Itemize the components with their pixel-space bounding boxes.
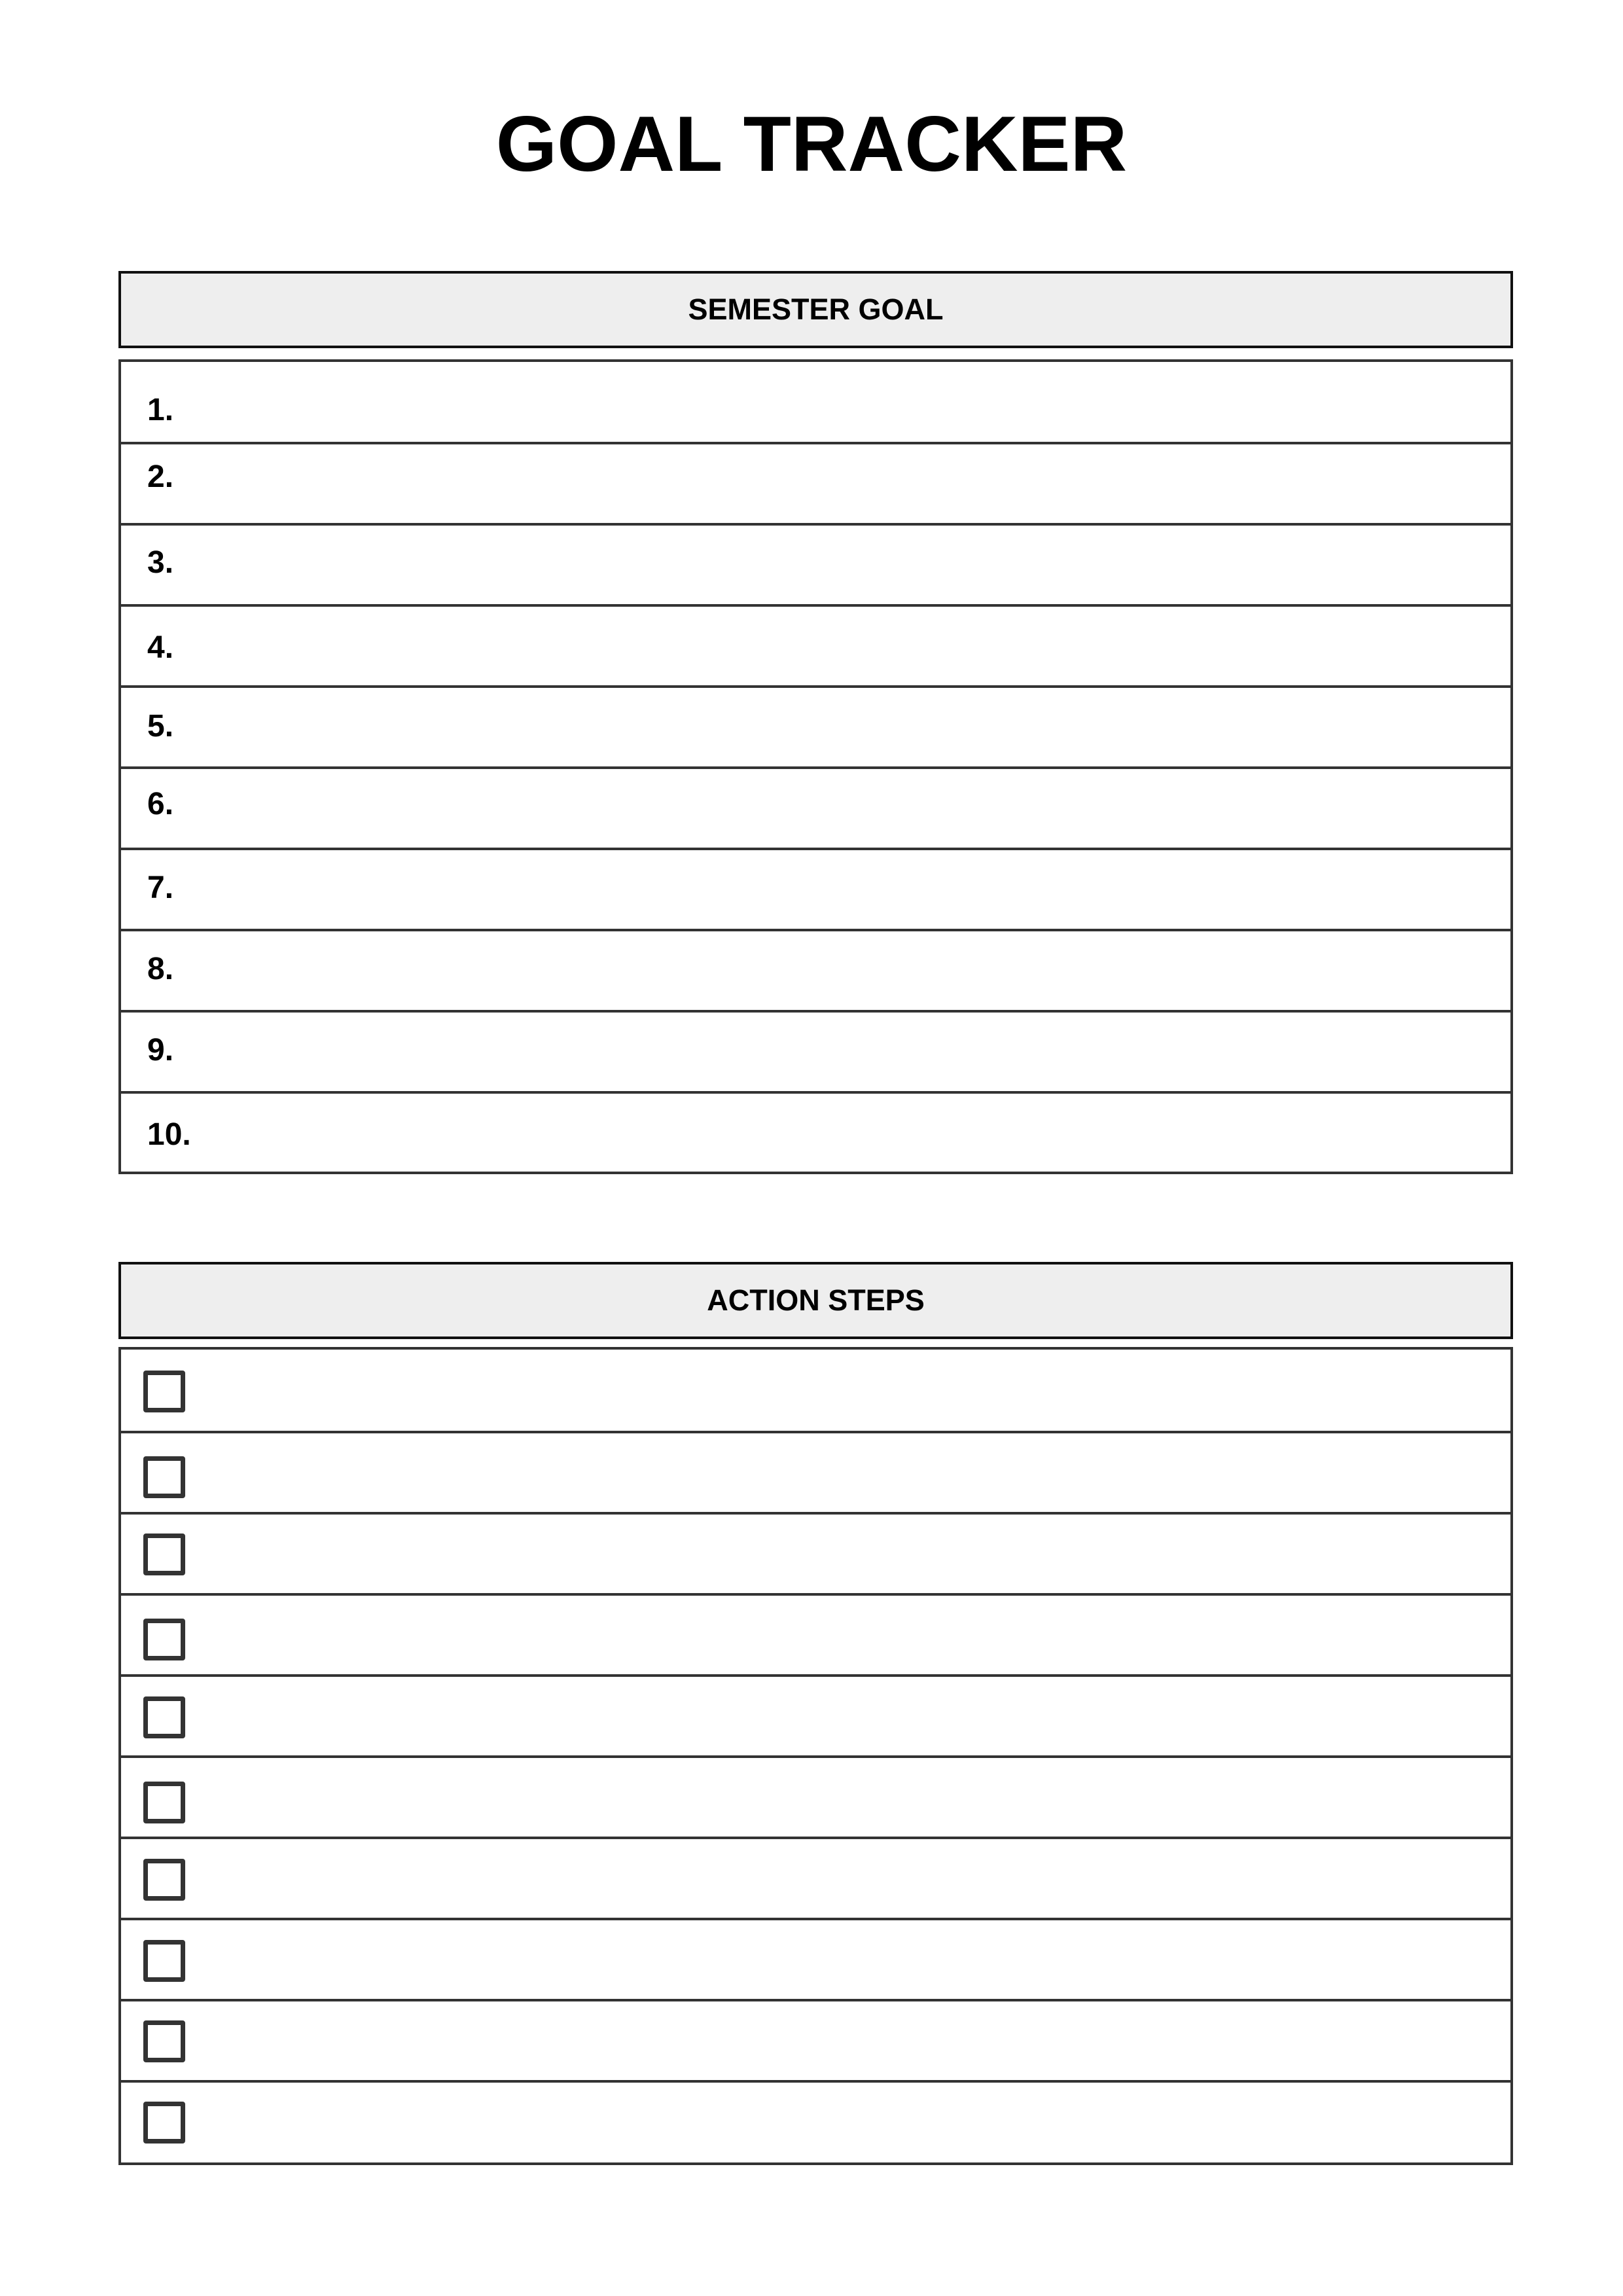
- action-step-row-4[interactable]: [121, 1596, 1510, 1677]
- goal-row-8[interactable]: [121, 931, 1510, 1013]
- goal-row-2[interactable]: [121, 444, 1510, 526]
- action-steps-header: [118, 1262, 1513, 1339]
- action-steps-header-label: ACTION STEPS: [707, 1283, 925, 1317]
- checkbox-icon[interactable]: [143, 1859, 185, 1901]
- checkbox-icon[interactable]: [143, 1940, 185, 1982]
- checkbox-icon[interactable]: [143, 2102, 185, 2144]
- checkbox-icon[interactable]: [143, 2020, 185, 2062]
- checkbox-icon[interactable]: [143, 1456, 185, 1498]
- semester-goal-header: [118, 271, 1513, 348]
- action-step-row-8[interactable]: [121, 1920, 1510, 2001]
- action-step-row-6[interactable]: [121, 1758, 1510, 1839]
- action-step-row-3[interactable]: [121, 1515, 1510, 1596]
- goal-row-number: 7.: [147, 870, 174, 905]
- action-step-row-5[interactable]: [121, 1677, 1510, 1758]
- action-step-row-7[interactable]: [121, 1839, 1510, 1920]
- goal-row-number: 1.: [147, 393, 174, 427]
- semester-goal-header-label: SEMESTER GOAL: [688, 293, 944, 326]
- goal-row-number: 4.: [147, 630, 174, 665]
- goal-row-5[interactable]: [121, 688, 1510, 769]
- checkbox-icon[interactable]: [143, 1696, 185, 1738]
- checkbox-icon[interactable]: [143, 1534, 185, 1575]
- goal-row-1[interactable]: [121, 362, 1510, 444]
- goal-row-4[interactable]: [121, 607, 1510, 688]
- checkbox-icon[interactable]: [143, 1782, 185, 1823]
- goal-row-6[interactable]: [121, 769, 1510, 850]
- goal-row-number: 6.: [147, 787, 174, 821]
- action-step-row-9[interactable]: [121, 2001, 1510, 2083]
- page-title: GOAL TRACKER: [495, 100, 1128, 188]
- goal-row-number: 8.: [147, 952, 174, 986]
- action-step-row-10[interactable]: [121, 2083, 1510, 2162]
- action-step-row-2[interactable]: [121, 1433, 1510, 1515]
- checkbox-icon[interactable]: [143, 1619, 185, 1660]
- goal-row-number: 2.: [147, 459, 174, 494]
- goal-row-7[interactable]: [121, 850, 1510, 931]
- goal-row-number: 5.: [147, 709, 174, 744]
- semester-goal-table: [118, 359, 1513, 1174]
- action-step-row-1[interactable]: [121, 1350, 1510, 1433]
- goal-row-number: 9.: [147, 1033, 174, 1067]
- checkbox-icon[interactable]: [143, 1371, 185, 1412]
- goal-row-number: 10.: [147, 1117, 191, 1152]
- goal-row-number: 3.: [147, 545, 174, 580]
- goal-row-10[interactable]: [121, 1094, 1510, 1172]
- action-steps-table: [118, 1347, 1513, 2165]
- goal-row-9[interactable]: [121, 1013, 1510, 1094]
- goal-row-3[interactable]: [121, 526, 1510, 607]
